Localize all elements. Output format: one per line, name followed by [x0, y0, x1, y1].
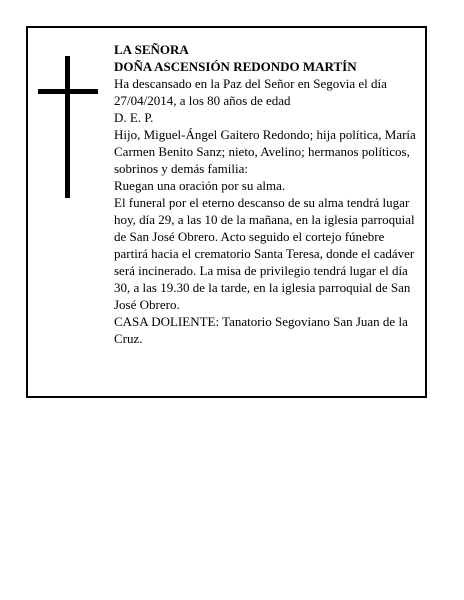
dep-abbreviation: D. E. P. [114, 110, 154, 125]
family-list: Hijo, Miguel-Ángel Gaitero Redondo; hija política, María Carmen Benito Sanz; nieto, Avelino; hermanos políticos, sobrinos y demás familia: [114, 127, 416, 176]
death-statement: Ha descansado en la Paz del Señor en Segovia el día 27/04/2014, a los 80 años de edad [114, 76, 387, 108]
cross-vertical-bar [65, 56, 70, 198]
casa-doliente: CASA DOLIENTE: Tanatorio Segoviano San Juan de la Cruz. [114, 314, 408, 346]
funeral-details: El funeral por el eterno descanso de su alma tendrá lugar hoy, día 29, a las 10 de la mañana, en la iglesia parroquial de San José Obrero. Acto seguido el cortejo fúnebre partirá hacia el crematorio Santa Teresa, donde el cadáver será incinerado. La misa de privilegio tendrá lugar el día 30, a las 19.30 de la tarde, en la iglesia parroquial de San José Obrero. [114, 195, 415, 312]
notice-text [114, 41, 418, 347]
deceased-name: DOÑA ASCENSIÓN REDONDO MARTÍN [114, 59, 357, 74]
cross-horizontal-bar [38, 89, 98, 94]
prayer-request: Ruegan una oración por su alma. [114, 178, 286, 193]
heading-title: LA SEÑORA [114, 42, 189, 57]
obituary-notice [26, 26, 427, 398]
cross-icon [38, 56, 98, 198]
